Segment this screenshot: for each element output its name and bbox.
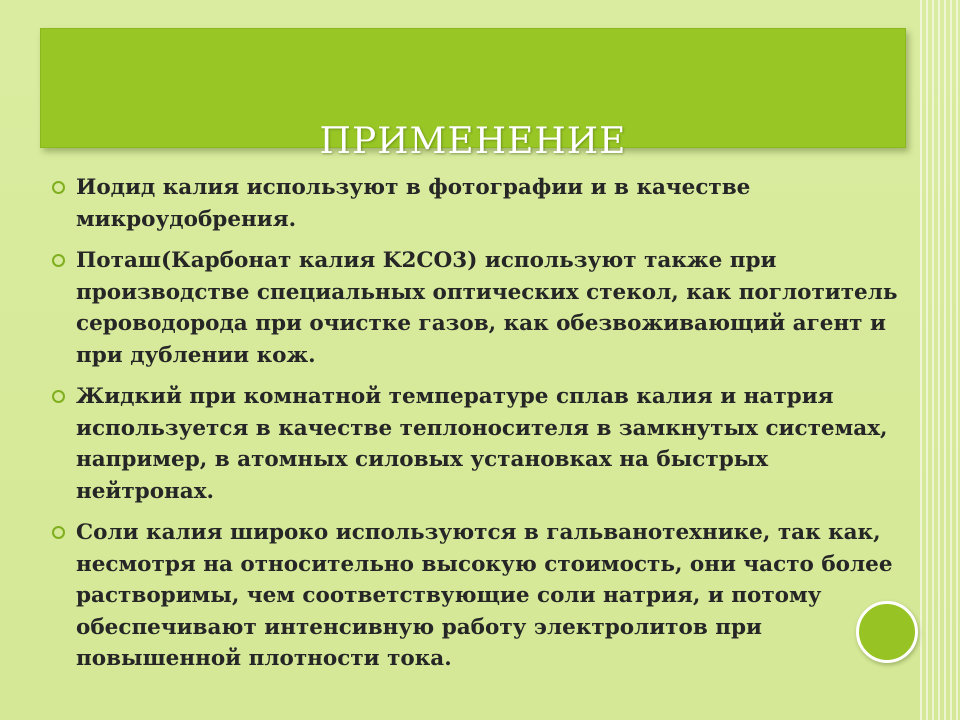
bullet-ring-icon (52, 254, 65, 267)
bullet-text: Поташ(Карбонат калия K2CO3) используют также при производстве специальных оптических стекол, как поглотитель сероводорода при очистке газов, как обезвоживающий агент и при дублении кож. (76, 248, 898, 368)
decorative-circle (856, 601, 918, 663)
bullet-ring-icon (52, 181, 65, 194)
bullet-item (50, 381, 900, 507)
bullet-item (50, 172, 900, 235)
bullet-text: Жидкий при комнатной температуре сплав калия и натрия используется в качестве теплоносителя в замкнутых системах, например, в атомных силовых установках на быстрых нейтронах. (76, 384, 888, 504)
bullet-ring-icon (52, 390, 65, 403)
decorative-stripes (926, 0, 960, 720)
bullet-item (50, 517, 900, 675)
bullet-item (50, 245, 900, 371)
bullet-text: Иодид калия используют в фотографии и в качестве микроудобрения. (76, 175, 751, 232)
title-bar (40, 28, 906, 162)
frame-line-right (920, 0, 922, 720)
bullet-ring-icon (52, 526, 65, 539)
bullet-text: Соли калия широко используются в гальванотехнике, так как, несмотря на относительно высокую стоимость, они часто более растворимы, чем соответствующие соли натрия, и потому обеспечивают интенсивную работу электролитов при повышенной плотности тока. (76, 520, 893, 671)
slide-title: ПРИМЕНЕНИЕ (319, 121, 627, 162)
bullet-list (50, 172, 900, 685)
